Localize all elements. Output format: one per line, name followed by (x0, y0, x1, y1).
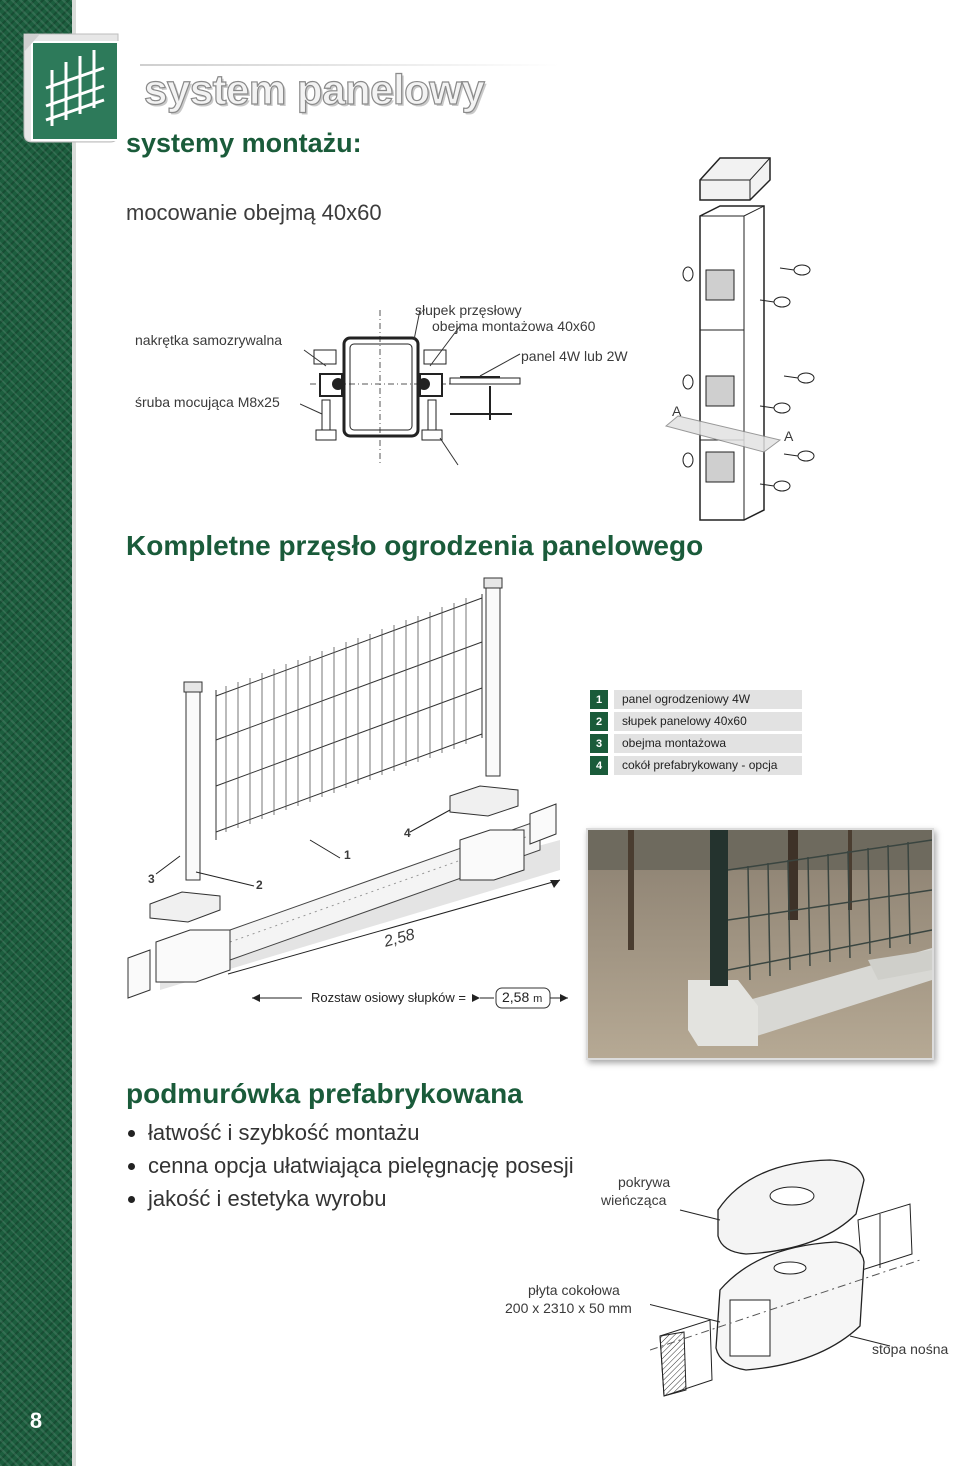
legend-text: panel ogrodzeniowy 4W (614, 690, 802, 709)
legend-item (590, 756, 802, 775)
page-number: 8 (29, 1408, 43, 1433)
label-nut: nakrętka samozrywalna (135, 332, 283, 348)
fence-photo (586, 828, 934, 1060)
label-foot: stopa nośna (872, 1341, 949, 1357)
callout-3: 3 (148, 872, 155, 886)
fence-span-diagram (120, 570, 570, 1020)
section-a-left: A (672, 403, 682, 419)
feature-item: cenna opcja ułatwiająca pielęgnację posesji (126, 1149, 588, 1182)
label-panel: panel 4W lub 2W (521, 348, 628, 364)
spacing-label: Rozstaw osiowy słupków = (311, 990, 466, 1005)
legend-number: 1 (590, 690, 608, 709)
legend-text: cokół prefabrykowany - opcja (614, 756, 802, 775)
callout-1: 1 (344, 848, 351, 862)
label-screw: śruba mocująca M8x25 (135, 394, 280, 410)
brand-title: system panelowy (144, 66, 485, 113)
mounting-heading: systemy montażu: (126, 128, 362, 158)
label-plate-line1: płyta cokołowa (528, 1282, 620, 1298)
section-a-right: A (784, 428, 794, 444)
legend-number: 4 (590, 756, 608, 775)
fence-photo-image (588, 830, 932, 1058)
side-strip-edge (72, 0, 76, 1466)
legend-item (590, 712, 802, 731)
plinth-exploded-diagram (650, 1150, 930, 1400)
spacing-unit: m (533, 993, 543, 1005)
spacing-number: 2,58 (502, 989, 530, 1005)
callout-2: 2 (256, 878, 263, 892)
clamp-top-view-diagram (300, 310, 530, 470)
span-dimension: 2,58 (382, 926, 417, 951)
legend-item (590, 690, 802, 709)
feature-item: łatwość i szybkość montażu (126, 1116, 596, 1149)
legend-item (590, 734, 802, 753)
legend-text: obejma montażowa (614, 734, 802, 753)
span-heading: Kompletne przęsło ogrodzenia panelowego (126, 530, 704, 561)
post-exploded-diagram (660, 150, 830, 530)
callout-4: 4 (404, 826, 411, 840)
legend-number: 3 (590, 734, 608, 753)
label-clamp: obejma montażowa 40x60 (432, 318, 596, 334)
legend-text: słupek panelowy 40x60 (614, 712, 802, 731)
side-strip (0, 0, 72, 1466)
mounting-subheading: mocowanie obejmą 40x60 (126, 200, 382, 225)
label-cover-line1: pokrywa (618, 1174, 671, 1190)
podmurowka-heading: podmurówka prefabrykowana (126, 1078, 523, 1109)
label-post: słupek przęsłowy (415, 302, 522, 318)
feature-item: jakość i estetyka wyrobu (126, 1182, 596, 1215)
span-legend (590, 690, 802, 778)
feature-list (126, 1116, 596, 1215)
fence-logo-icon (18, 30, 124, 146)
label-plate-line2: 200 x 2310 x 50 mm (505, 1300, 632, 1316)
legend-number: 2 (590, 712, 608, 731)
label-cover-line2: wieńcząca (601, 1192, 667, 1208)
spacing-value (502, 989, 542, 1005)
